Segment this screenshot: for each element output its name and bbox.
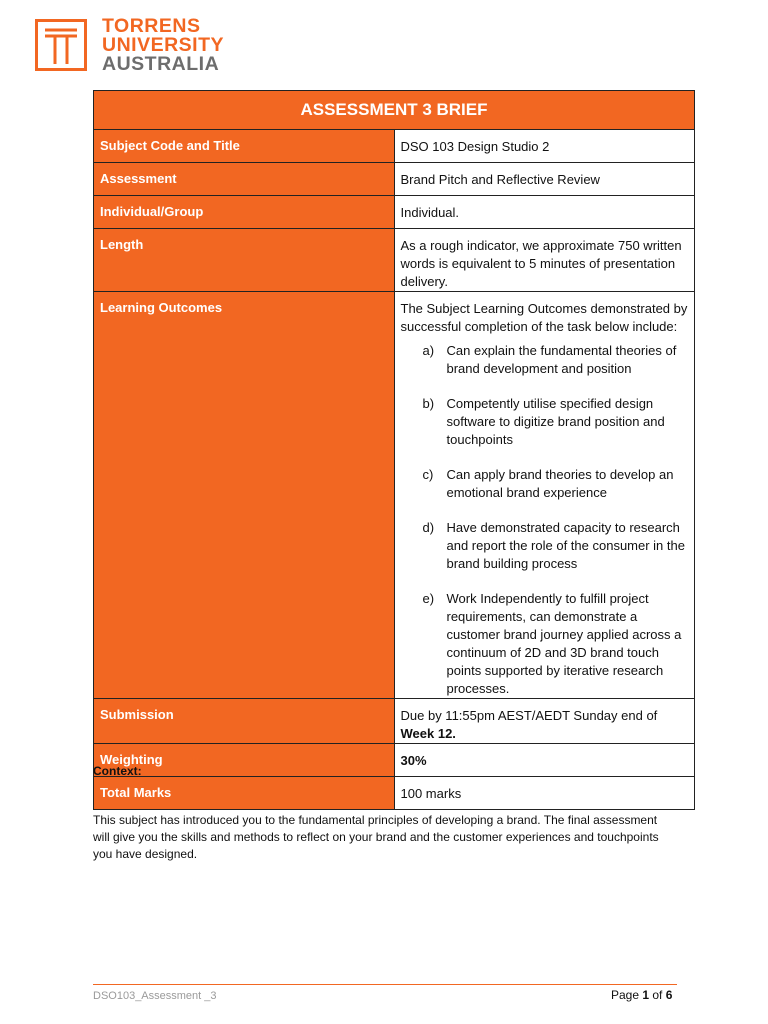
list-item: [423, 395, 689, 449]
row-label-subject: Subject Code and Title: [94, 130, 395, 163]
page-number: [611, 988, 672, 1002]
list-item: [423, 519, 689, 573]
row-value-weighting: [394, 744, 695, 777]
table-row: [94, 744, 695, 777]
list-item: [423, 590, 689, 698]
row-value-submission: [394, 699, 695, 744]
table-row: [94, 163, 695, 196]
list-item-text: Work Independently to fulfill project requirements, can demonstrate a customer brand journey applied across a continuum of 2D and 3D brand touch points supported by iterative research processes.: [446, 591, 682, 696]
list-marker: b): [422, 396, 435, 411]
row-value-individual-group: Individual.: [394, 196, 695, 229]
logo-line-2: UNIVERSITY: [102, 34, 225, 56]
page-current: 1: [642, 988, 650, 1002]
footer-document-id: DSO103_Assessment _3: [93, 990, 217, 1002]
list-item: [423, 466, 689, 502]
row-label-length: Length: [94, 229, 395, 292]
page-total: 6: [665, 988, 673, 1002]
row-label-weighting: Weighting: [94, 744, 395, 777]
context-paragraph: This subject has introduced you to the fundamental principles of developing a brand. The final assessment will give you the skills and methods to reflect on your brand and the customer experiences and touchpoints you have designed.: [93, 813, 659, 861]
table-row: [94, 229, 695, 292]
row-value-assessment: Brand Pitch and Reflective Review: [394, 163, 695, 196]
row-label-individual-group: Individual/Group: [94, 196, 395, 229]
weighting-value: 30%: [400, 753, 427, 768]
footer-divider: [93, 984, 677, 985]
list-item-text: Can apply brand theories to develop an emotional brand experience: [446, 467, 674, 500]
row-value-subject: DSO 103 Design Studio 2: [394, 130, 695, 163]
table-row: [94, 292, 695, 699]
list-item: [423, 342, 689, 378]
list-item-text: Have demonstrated capacity to research and report the role of the consumer in the brand building process: [446, 520, 685, 571]
logo-mark-icon: [35, 19, 87, 71]
context-heading: Context:: [93, 764, 142, 778]
row-label-assessment: Assessment: [94, 163, 395, 196]
list-marker: e): [422, 591, 435, 606]
row-label-learning-outcomes: Learning Outcomes: [94, 292, 395, 699]
learning-outcomes-intro: The Subject Learning Outcomes demonstrated by successful completion of the task below include:: [400, 301, 688, 334]
page-prefix: Page: [611, 988, 643, 1002]
table-row: [94, 130, 695, 163]
logo-line-1: TORRENS: [102, 15, 201, 37]
table-row: [94, 777, 695, 810]
table-row: [94, 196, 695, 229]
assessment-brief-table: [93, 90, 695, 810]
row-value-length: As a rough indicator, we approximate 750 written words is equivalent to 5 minutes of presentation delivery.: [394, 229, 695, 292]
submission-text: Due by 11:55pm AEST/AEDT Sunday end of: [400, 708, 658, 723]
row-label-submission: Submission: [94, 699, 395, 744]
list-marker: c): [422, 467, 434, 482]
page-of: of: [649, 988, 666, 1002]
list-item-text: Competently utilise specified design software to digitize brand position and touchpoints: [446, 396, 665, 447]
list-marker: d): [422, 520, 435, 535]
submission-week: Week 12.: [400, 726, 456, 741]
learning-outcomes-list: [401, 342, 689, 698]
list-item-text: Can explain the fundamental theories of brand development and position: [446, 343, 677, 376]
row-label-total-marks: Total Marks: [94, 777, 395, 810]
list-marker: a): [422, 343, 435, 358]
logo-line-3: AUSTRALIA: [102, 53, 220, 75]
table-row: [94, 699, 695, 744]
row-value-total-marks: 100 marks: [394, 777, 695, 810]
brief-title: ASSESSMENT 3 BRIEF: [94, 91, 695, 130]
logo-wordmark: [102, 17, 224, 74]
row-value-learning-outcomes: [394, 292, 695, 699]
